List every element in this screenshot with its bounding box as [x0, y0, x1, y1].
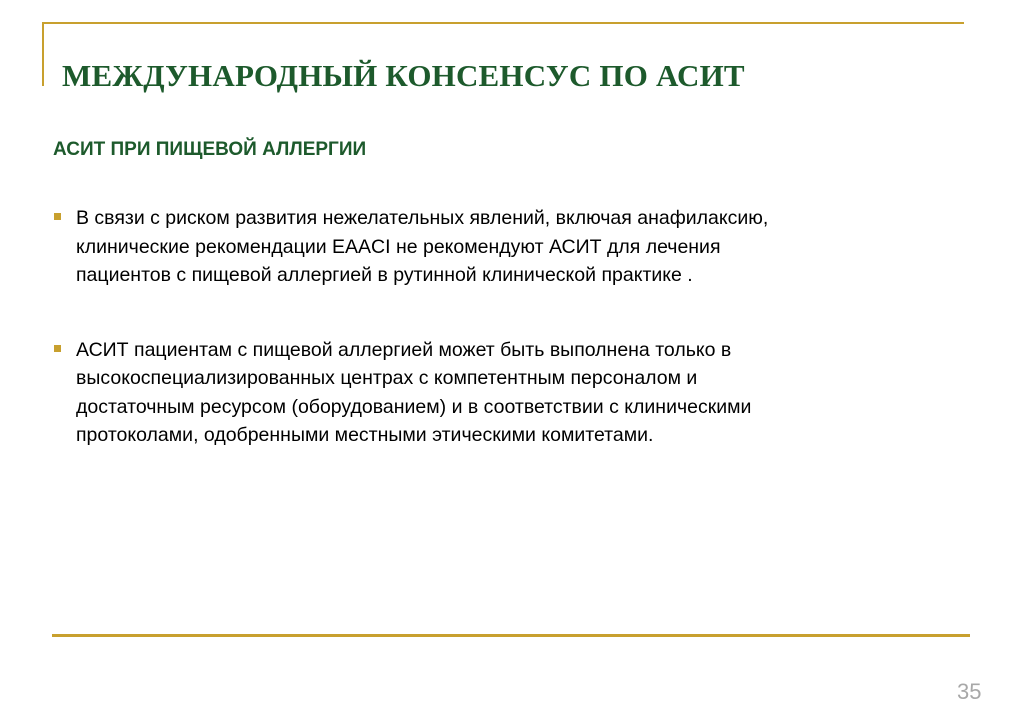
- frame-top-border: [42, 22, 964, 24]
- slide-subtitle: АСИТ ПРИ ПИЩЕВОЙ АЛЛЕРГИИ: [53, 139, 367, 160]
- slide-title: МЕЖДУНАРОДНЫЙ КОНСЕНСУС ПО АСИТ: [62, 58, 745, 93]
- bullet-item: [53, 336, 953, 450]
- bullet-item: [53, 204, 953, 290]
- bullet-text: В связи с риском развития нежелательных явлений, включая анафилаксию, клинические рекомендации EAACI не рекомендуют АСИТ для лечения пациентов с пищевой аллергией в рутинной клинической практике .: [76, 207, 769, 286]
- bullet-list: [53, 204, 953, 450]
- frame-bottom-border: [52, 634, 970, 637]
- page-number: 35: [957, 679, 982, 704]
- frame-left-border: [42, 22, 44, 86]
- square-bullet-icon: [54, 345, 61, 352]
- square-bullet-icon: [54, 213, 61, 220]
- bullet-text: АСИТ пациентам с пищевой аллергией может быть выполнена только в высокоспециализированных центрах с компетентным персоналом и достаточным ресурсом (оборудованием) и в соответствии с клиническими протоколами, одобренными местными этическими комитетами.: [76, 338, 752, 446]
